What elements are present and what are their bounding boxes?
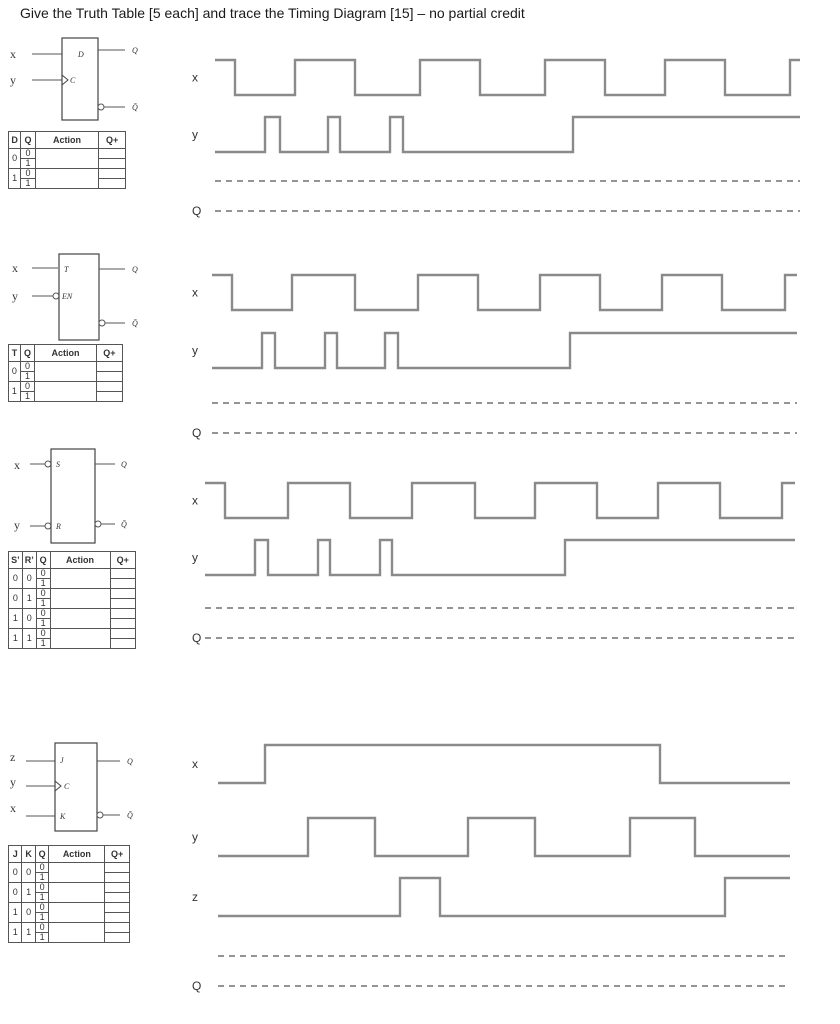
input-cell: 1: [9, 609, 23, 629]
col-header: J: [9, 846, 22, 863]
q-cell: 1: [35, 913, 48, 923]
signal-label: Q: [192, 204, 202, 218]
input-cell: 1: [9, 923, 22, 943]
q-cell: 0: [36, 629, 50, 639]
signal-label: x: [192, 70, 198, 85]
input-label-x: x: [14, 458, 20, 472]
col-header: Action: [35, 345, 97, 362]
col-header: Q: [36, 552, 50, 569]
input-cell: 1: [9, 382, 21, 402]
input-label-x: x: [12, 261, 18, 275]
output-label-q: Q: [121, 460, 127, 469]
col-header: K: [22, 846, 35, 863]
output-label-q: Q: [132, 46, 138, 55]
input-cell: 1: [22, 883, 35, 903]
q-cell: 0: [20, 362, 34, 372]
sr-latch-section: [0, 445, 840, 710]
signal-label: y: [192, 550, 198, 565]
col-header: Q: [35, 846, 48, 863]
signal-label: x: [192, 285, 198, 300]
input-cell: 1: [9, 903, 22, 923]
q-cell: 1: [36, 599, 50, 609]
t-timing-diagram: [0, 240, 840, 445]
q-cell: 0: [21, 149, 36, 159]
input-cell: 0: [9, 589, 23, 609]
q-cell: 0: [35, 863, 48, 873]
input-cell: 1: [9, 629, 23, 649]
input-label-y: y: [10, 775, 16, 789]
input-cell: 0: [9, 569, 23, 589]
col-header: Q: [21, 132, 36, 149]
signal-x: [192, 60, 800, 95]
signal-label: Q: [192, 426, 202, 440]
q-cell: 1: [20, 372, 34, 382]
output-label-qbar: Q̄: [132, 103, 138, 112]
q-cell: 1: [36, 579, 50, 589]
input-cell: 1: [22, 629, 36, 649]
input-cell: 0: [9, 883, 22, 903]
t-flipflop-section: [0, 240, 840, 445]
pin-label-c: C: [70, 76, 76, 85]
signal-x: [192, 483, 795, 518]
col-header: Q+: [105, 846, 130, 863]
output-label-q: Q: [127, 757, 133, 766]
jk-flipflop-section: [0, 735, 840, 1024]
q-cell: 1: [21, 159, 36, 169]
input-cell: 0: [22, 903, 35, 923]
input-cell: 0: [22, 863, 35, 883]
col-header: Action: [50, 552, 110, 569]
sr-timing-diagram: [0, 445, 840, 710]
q-cell: 0: [35, 903, 48, 913]
q-cell: 1: [20, 392, 34, 402]
output-label-qbar: Q̄: [127, 811, 133, 820]
signal-y: [192, 818, 790, 856]
answer-trace-line[interactable]: [192, 631, 795, 645]
q-cell: 0: [35, 923, 48, 933]
input-label-z: z: [10, 750, 16, 764]
signal-label: Q: [192, 979, 202, 993]
output-label-q: Q: [132, 265, 138, 274]
answer-trace-line[interactable]: [192, 979, 790, 993]
signal-label: x: [192, 493, 198, 508]
signal-label: y: [192, 343, 198, 358]
pin-label-j: J: [60, 756, 64, 765]
q-cell: 1: [35, 873, 48, 883]
input-cell: 0: [22, 569, 36, 589]
input-cell: 0: [22, 609, 36, 629]
q-cell: 1: [35, 933, 48, 943]
output-label-qbar: Q̄: [121, 520, 127, 529]
signal-y: [192, 117, 800, 152]
q-cell: 1: [21, 179, 36, 189]
pin-label-k: K: [60, 812, 66, 821]
q-cell: 1: [35, 893, 48, 903]
signal-label: y: [192, 127, 198, 142]
pin-label-s: S: [56, 460, 60, 469]
pin-label-t: T: [64, 265, 69, 274]
d-flipflop-section: [0, 0, 840, 240]
signal-y: [192, 540, 795, 575]
signal-label: z: [192, 890, 198, 904]
col-header: Q+: [99, 132, 126, 149]
q-cell: 0: [21, 169, 36, 179]
answer-trace-line[interactable]: [192, 204, 800, 218]
q-cell: 1: [36, 639, 50, 649]
col-header: Q: [20, 345, 34, 362]
pin-label-c: C: [64, 782, 70, 791]
input-cell: 0: [9, 863, 22, 883]
signal-z: [192, 878, 790, 916]
pin-label-r: R: [56, 522, 61, 531]
q-cell: 0: [20, 382, 34, 392]
q-cell: 0: [36, 589, 50, 599]
input-label-x: x: [10, 801, 16, 815]
input-cell: 1: [22, 923, 35, 943]
q-cell: 0: [36, 609, 50, 619]
jk-timing-diagram: [0, 735, 840, 1024]
col-header: Action: [35, 132, 98, 149]
signal-y: [192, 333, 797, 368]
signal-label: x: [192, 757, 198, 771]
input-label-y: y: [12, 289, 18, 303]
input-label-x: x: [10, 47, 16, 61]
col-header: Action: [49, 846, 105, 863]
input-cell: 1: [9, 169, 21, 189]
pin-label-en: EN: [62, 292, 73, 301]
pin-label-d: D: [78, 50, 84, 59]
col-header: D: [9, 132, 21, 149]
col-header: Q+: [96, 345, 122, 362]
col-header: Q+: [110, 552, 135, 569]
d-timing-diagram: [0, 0, 840, 240]
signal-label: y: [192, 830, 198, 844]
output-label-qbar: Q̄: [132, 319, 138, 328]
q-cell: 0: [35, 883, 48, 893]
page-title: Give the Truth Table [5 each] and trace the Timing Diagram [15] – no partial credit: [20, 5, 525, 21]
col-header: T: [9, 345, 21, 362]
input-cell: 1: [22, 589, 36, 609]
input-label-y: y: [14, 518, 20, 532]
answer-trace-line[interactable]: [192, 426, 797, 440]
col-header: R’: [22, 552, 36, 569]
input-cell: 0: [9, 362, 21, 382]
signal-label: Q: [192, 631, 202, 645]
input-label-y: y: [10, 73, 16, 87]
signal-x: [192, 745, 790, 783]
input-cell: 0: [9, 149, 21, 169]
signal-x: [192, 275, 797, 310]
q-cell: 1: [36, 619, 50, 629]
q-cell: 0: [36, 569, 50, 579]
col-header: S’: [9, 552, 23, 569]
